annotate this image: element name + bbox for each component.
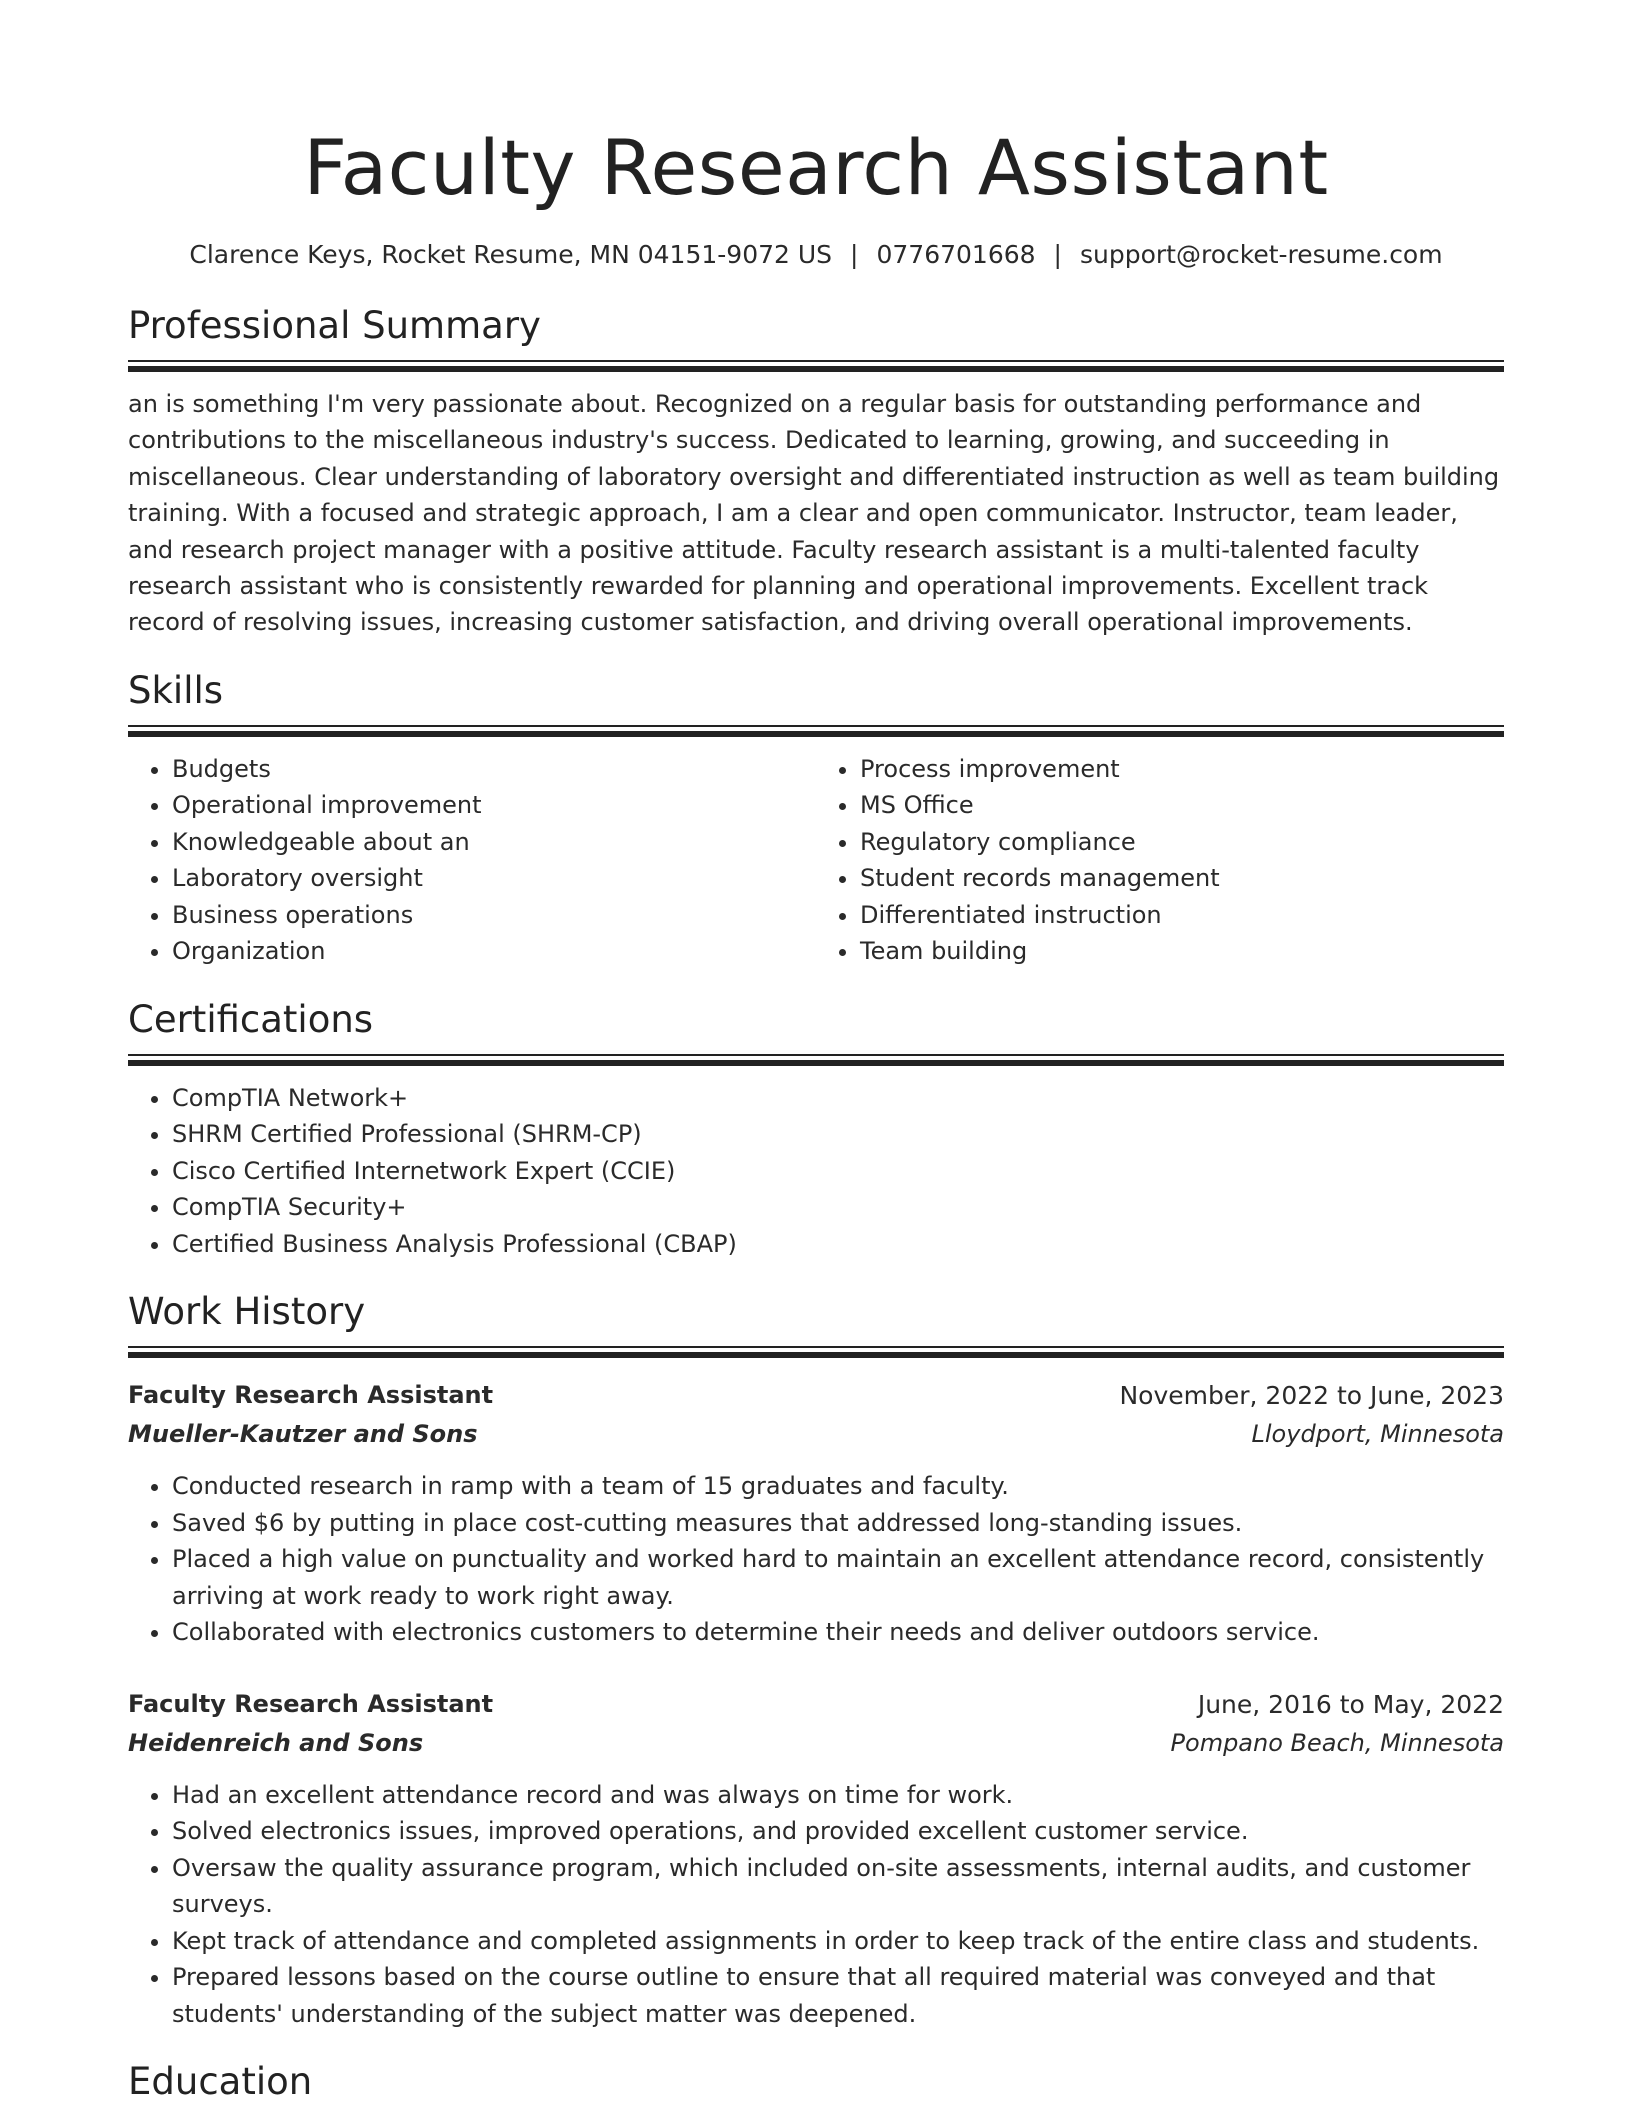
skill-item: • Regulatory compliance (860, 824, 1504, 861)
certification-item: • CompTIA Security+ (172, 1189, 1504, 1226)
skill-item: • Business operations (172, 897, 816, 934)
education-heading: Education (128, 2060, 313, 2104)
skills-grid (128, 751, 1504, 970)
job-company: Heidenreich and Sons (128, 1728, 424, 1757)
certifications-list (128, 1080, 1504, 1263)
certification-item: • CompTIA Network+ (172, 1080, 1504, 1117)
section-divider (128, 1346, 1504, 1358)
section-divider (128, 360, 1504, 372)
certification-item: • Cisco Certified Internetwork Expert (CCIE) (172, 1153, 1504, 1190)
skills-heading: Skills (128, 668, 224, 712)
job-bullet: • Placed a high value on punctuality and worked hard to maintain an excellent attendance record, consistently arriving at work ready to work right away. (172, 1541, 1504, 1614)
work-section (128, 1288, 1504, 2032)
job-bullets (128, 1468, 1504, 1651)
certifications-heading: Certifications (128, 997, 374, 1041)
summary-text: an is something I'm very passionate about. Recognized on a regular basis for outstanding performance and contributions to the miscellaneous industry's success. Dedicated to learning, growing, and succeeding in miscellaneous. Clear understanding of laboratory oversight and differentiated instruction as well as team building training. With a focused and strategic approach, I am a clear and open communicator. Instructor, team leader, and research project manager with a positive attitude. Faculty research assistant is a multi-talented faculty research assistant who is consistently rewarded for planning and operational improvements. Excellent track record of resolving issues, increasing customer satisfaction, and driving overall operational improvements. (128, 390, 1500, 637)
skills-list-right (816, 751, 1504, 970)
job-title: Faculty Research Assistant (128, 1381, 494, 1410)
job-location: Lloydport, Minnesota (1251, 1420, 1504, 1449)
job-bullet: • Prepared lessons based on the course outline to ensure that all required material was conveyed and that students' understanding of the subject matter was deepened. (172, 1959, 1504, 2032)
contact-separator: | (850, 240, 859, 269)
job-bullets (128, 1777, 1504, 2033)
skill-item: • Team building (860, 933, 1504, 970)
skills-section (128, 667, 1504, 970)
skills-list-left (128, 751, 816, 970)
job-location: Pompano Beach, Minnesota (1170, 1728, 1504, 1757)
skill-item: • Differentiated instruction (860, 897, 1504, 934)
job-bullet: • Saved $6 by putting in place cost-cutting measures that addressed long-standing issues. (172, 1505, 1504, 1542)
job-bullet: • Conducted research in ramp with a team of 15 graduates and faculty. (172, 1468, 1504, 1505)
resume-page (128, 0, 1504, 2106)
contact-email[interactable]: support@rocket-resume.com (1079, 240, 1443, 269)
resume-title: Faculty Research Assistant (303, 123, 1329, 212)
job-bullet: • Oversaw the quality assurance program, which included on-site assessments, internal audits, and customer surveys. (172, 1850, 1504, 1923)
job-company: Mueller-Kautzer and Sons (128, 1420, 478, 1449)
contact-separator: | (1053, 240, 1062, 269)
certification-item: • SHRM Certified Professional (SHRM-CP) (172, 1116, 1504, 1153)
certifications-section (128, 996, 1504, 1263)
summary-section (128, 302, 1504, 641)
job-entry (128, 1376, 1504, 1651)
job-dates: November, 2022 to June, 2023 (1119, 1381, 1504, 1411)
section-divider (128, 725, 1504, 737)
job-header-row (128, 1685, 1504, 1724)
section-divider (128, 1054, 1504, 1066)
job-bullet: • Solved electronics issues, improved operations, and provided excellent customer service. (172, 1813, 1504, 1850)
job-bullet: • Had an excellent attendance record and was always on time for work. (172, 1777, 1504, 1814)
skill-item: • Student records management (860, 860, 1504, 897)
skill-item: • Operational improvement (172, 787, 816, 824)
skill-item: • Organization (172, 933, 816, 970)
job-company-row (128, 1724, 1504, 1763)
job-header-row (128, 1376, 1504, 1415)
job-company-row (128, 1415, 1504, 1454)
contact-phone: 0776701668 (876, 240, 1036, 269)
job-title: Faculty Research Assistant (128, 1689, 494, 1718)
skill-item: • Laboratory oversight (172, 860, 816, 897)
certification-item: • Certified Business Analysis Professional (CBAP) (172, 1226, 1504, 1263)
job-dates: June, 2016 to May, 2022 (1197, 1689, 1504, 1719)
skill-item: • Budgets (172, 751, 816, 788)
summary-heading: Professional Summary (128, 304, 541, 347)
work-heading: Work History (128, 1290, 366, 1334)
skill-item: • Knowledgeable about an (172, 824, 816, 861)
job-bullet: • Collaborated with electronics customers to determine their needs and deliver outdoors service. (172, 1614, 1504, 1651)
education-section (128, 2058, 1504, 2106)
job-bullet: • Kept track of attendance and completed assignments in order to keep track of the entire class and students. (172, 1923, 1504, 1960)
contact-line (128, 238, 1504, 272)
job-entry (128, 1685, 1504, 2033)
contact-address: Clarence Keys, Rocket Resume, MN 04151-9072 US (189, 240, 833, 269)
skill-item: • MS Office (860, 787, 1504, 824)
skill-item: • Process improvement (860, 751, 1504, 788)
